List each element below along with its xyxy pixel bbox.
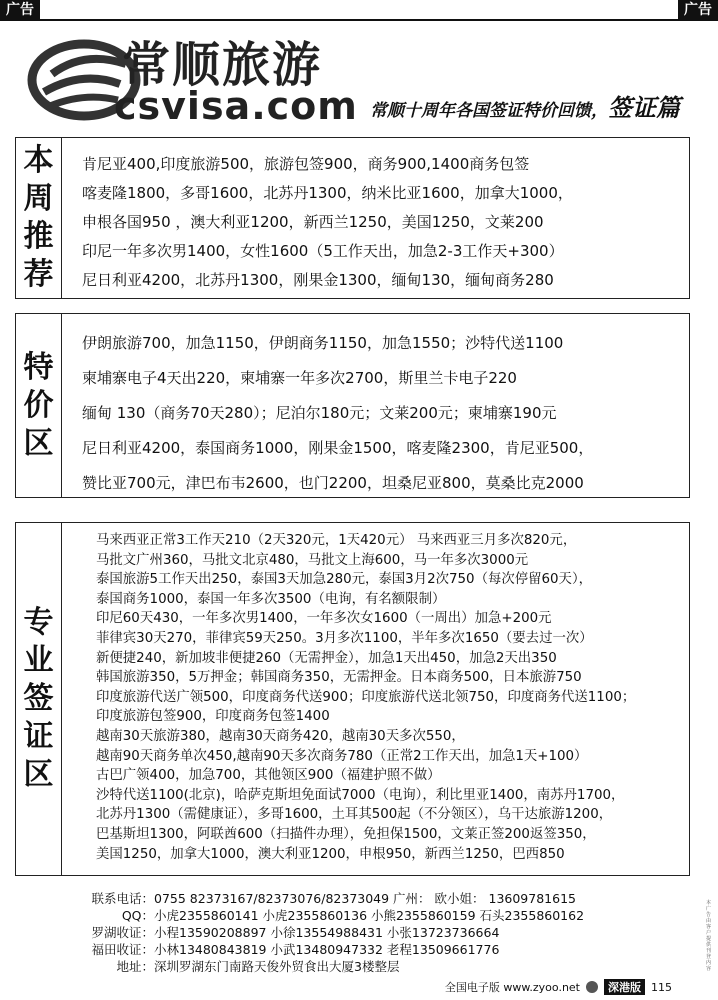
price-line: 美国1250，加拿大1000，澳大利亚1200，申根950，新西兰1250，巴西850	[96, 846, 565, 862]
price-line: 印尼60天430，一年多次男1400，一年多次女1600（一周出）加急+200元	[96, 611, 552, 627]
brand-name-cn: 常顺旅游	[122, 37, 323, 93]
price-line: 泰国商务1000，泰国一年多次3500（电询，有名额限制）	[96, 591, 446, 607]
price-line: 尼日利亚4200，北苏丹1300，刚果金1300，缅甸130，缅甸商务280	[82, 271, 554, 289]
page-footer	[445, 979, 672, 995]
contact-row: 罗湖收证： 小程13590208897 小徐13554988431 小张13723736664	[91, 925, 500, 940]
side-note: 本广告由客户提供刊登内容	[706, 900, 712, 972]
price-line: 印尼一年多次男1400，女性1600（5工作天出，加急2-3工作天+300）	[82, 242, 564, 260]
section-label: 本 周 推 荐	[16, 138, 62, 298]
price-line: 巴基斯坦1300，阿联酋600（扫描件办理），免担保1500，文莱正签200返签350，	[96, 826, 596, 842]
price-line: 喀麦隆1800，多哥1600，北苏丹1300，纳米比亚1600，加拿大1000，	[82, 184, 573, 202]
ad-label-right: 广告	[678, 0, 718, 20]
price-line: 沙特代送1100(北京)，哈萨克斯坦免面试7000（电询），利比里亚1400，南苏丹1700，	[96, 787, 625, 803]
brand-name-en: csvisa.com	[114, 84, 358, 128]
contact-block	[82, 890, 584, 975]
slogan: 常顺十周年各国签证特价回馈，签证篇	[370, 94, 680, 122]
price-line: 马批文广州360，马批文北京480，马批文上海600，马一年多次3000元	[96, 552, 529, 568]
section-label: 特 价 区	[16, 314, 62, 497]
contact-row: 联系电话： 0755 82373167/82373076/82373049 广州： 欧小姐： 13609781615	[91, 891, 576, 906]
top-rule	[0, 19, 718, 21]
price-line: 越南90天商务单次450,越南90天多次商务780（正常2工作天出，加急1天+100）	[96, 748, 588, 764]
price-line: 缅甸 130（商务70天280）；尼泊尔180元；文莱200元；柬埔寨190元	[82, 404, 557, 422]
price-line: 柬埔寨电子4天出220，柬埔寨一年多次2700，斯里兰卡电子220	[82, 369, 517, 387]
price-line: 越南30天旅游380，越南30天商务420，越南30天多次550，	[96, 728, 465, 744]
contact-row: QQ： 小虎2355860141 小虎2355860136 小熊2355860159 石头2355860162	[121, 908, 585, 923]
price-line: 尼日利亚4200，泰国商务1000，刚果金1500，喀麦隆2300，肯尼亚500，	[82, 439, 594, 457]
price-line: 肯尼亚400,印度旅游500，旅游包签900，商务900,1400商务包签	[82, 155, 530, 173]
price-line: 韩国旅游350，5万押金；韩国商务350，无需押金。日本商务500，日本旅游750	[96, 670, 582, 686]
price-line: 申根各国950 ，澳大利亚1200，新西兰1250，美国1250，文莱200	[82, 213, 544, 231]
price-line: 伊朗旅游700，加急1150，伊朗商务1150，加急1550；沙特代送1100	[82, 334, 564, 352]
price-line: 印度旅游代送广领500，印度商务代送900；印度旅游代送北领750，印度商务代送1100；	[96, 689, 636, 705]
contact-row: 福田收证： 小林13480843819 小武13480947332 老程13509661776	[91, 942, 500, 957]
price-line: 印度旅游包签900，印度商务包签1400	[96, 709, 330, 725]
professional-visa-section	[15, 522, 690, 876]
ad-label-left: 广告	[0, 0, 40, 20]
price-line: 北苏丹1300（需健康证），多哥1600，土耳其500起（不分领区），乌干达旅游1200，	[96, 807, 613, 823]
footer-site[interactable]: 全国电子版 www.zyoo.net	[444, 981, 580, 994]
price-line: 赞比亚700元，津巴布韦2600，也门2200，坦桑尼亚800，莫桑比克2000	[82, 474, 584, 492]
footer-edition: 深港版	[604, 979, 645, 995]
special-price-section	[15, 313, 690, 498]
contact-row: 地址： 深圳罗湖东门南路天俊外贸食出大厦3楼整层	[116, 959, 400, 974]
price-line: 古巴广领400，加急700，其他领区900（福建护照不做）	[96, 768, 441, 784]
weekly-recommend-section	[15, 137, 690, 299]
price-line: 新便捷240，新加坡非便捷260（无需押金），加急1天出450，加急2天出350	[96, 650, 557, 666]
section-label: 专 业 签 证 区	[16, 523, 62, 875]
price-line: 马来西亚正常3工作天210（2天320元，1天420元） 马来西亚三月多次820元，	[96, 533, 577, 548]
price-line: 泰国旅游5工作天出250，泰国3天加急280元，泰国3月2次750（每次停留60天），	[96, 572, 593, 588]
page-number: 115	[651, 980, 672, 994]
price-line: 菲律宾30天270，菲律宾59天250。3月多次1100，半年多次1650（要去过一次）	[96, 630, 593, 646]
footer-logo-icon	[586, 981, 598, 993]
